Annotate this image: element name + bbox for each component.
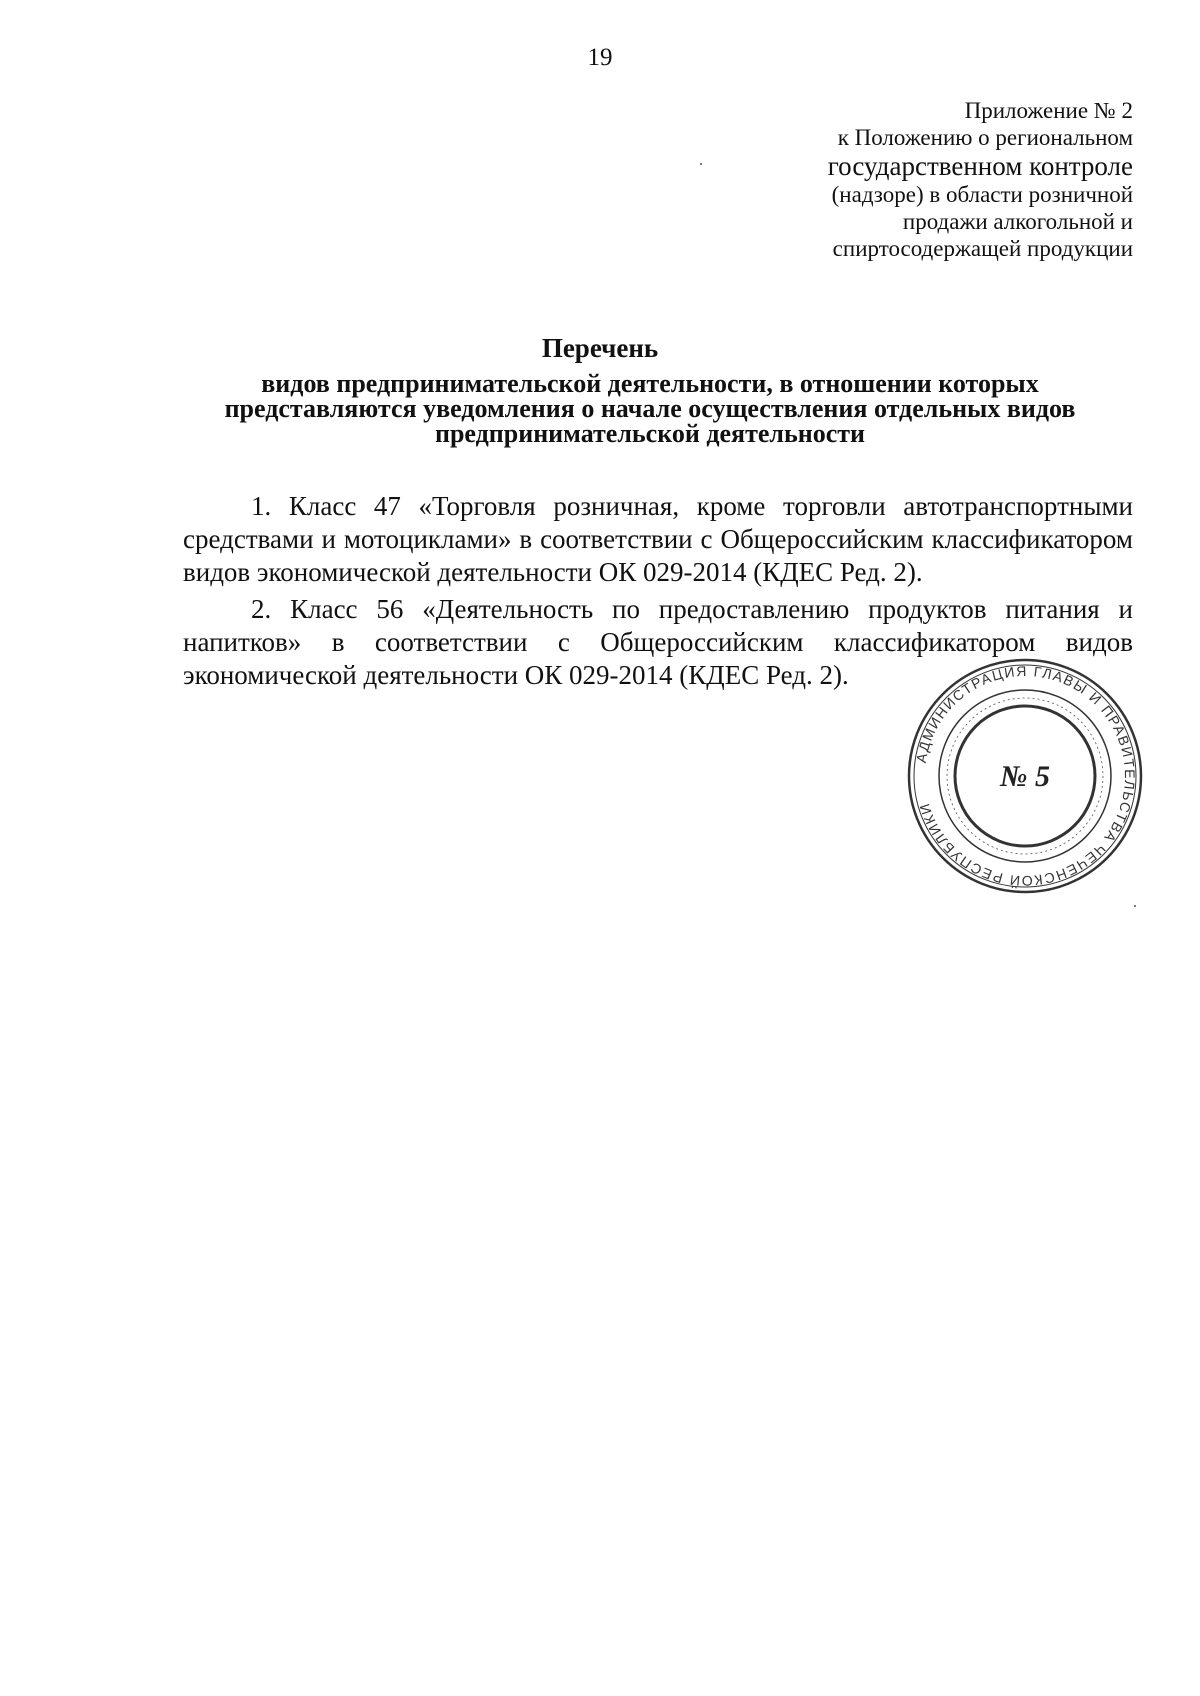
appendix-line: Приложение № 2	[964, 98, 1133, 123]
list-item: 2. Класс 56 «Деятельность по предоставлению продуктов питания и напитков» в соответствии с Общероссийским классификатором видов экономической деятельности ОК 029-2014 (КДЕС Ред. 2).	[183, 594, 1133, 690]
seal-outer-text: АДМИНИСТРАЦИЯ ГЛАВЫ И ПРАВИТЕЛЬСТВА ЧЕЧЕНСКОЙ РЕСПУБЛИКИ	[912, 662, 1139, 890]
document-title: Перечень	[541, 333, 659, 363]
appendix-line: (надзоре) в области розничной	[831, 182, 1133, 207]
appendix-line: спиртосодержащей продукции	[832, 236, 1133, 261]
subtitle-line: предпринимательской деятельности	[434, 419, 865, 448]
appendix-line: к Положению о региональном	[837, 125, 1133, 150]
page-number: 19	[587, 44, 613, 71]
scan-speck	[700, 163, 702, 165]
subtitle-line: представляются уведомления о начале осуществления отдельных видов	[224, 394, 1076, 423]
document-subtitle	[170, 371, 1130, 446]
list-item: 1. Класс 47 «Торговля розничная, кроме торговли автотранспортными средствами и мотоциклами» в соответствии с Общероссийским классификатором видов экономической деятельности ОК 029-2014 (КДЕС Ред. 2).	[183, 491, 1133, 587]
subtitle-line: видов предпринимательской деятельности, в отношении которых	[261, 369, 1039, 398]
appendix-line: продажи алкогольной и	[902, 209, 1133, 234]
seal-number: № 5	[1000, 760, 1050, 793]
official-seal	[905, 656, 1145, 896]
scan-speck	[1134, 905, 1136, 907]
appendix-line: государственном контроле	[827, 151, 1133, 181]
appendix-reference	[713, 97, 1133, 262]
